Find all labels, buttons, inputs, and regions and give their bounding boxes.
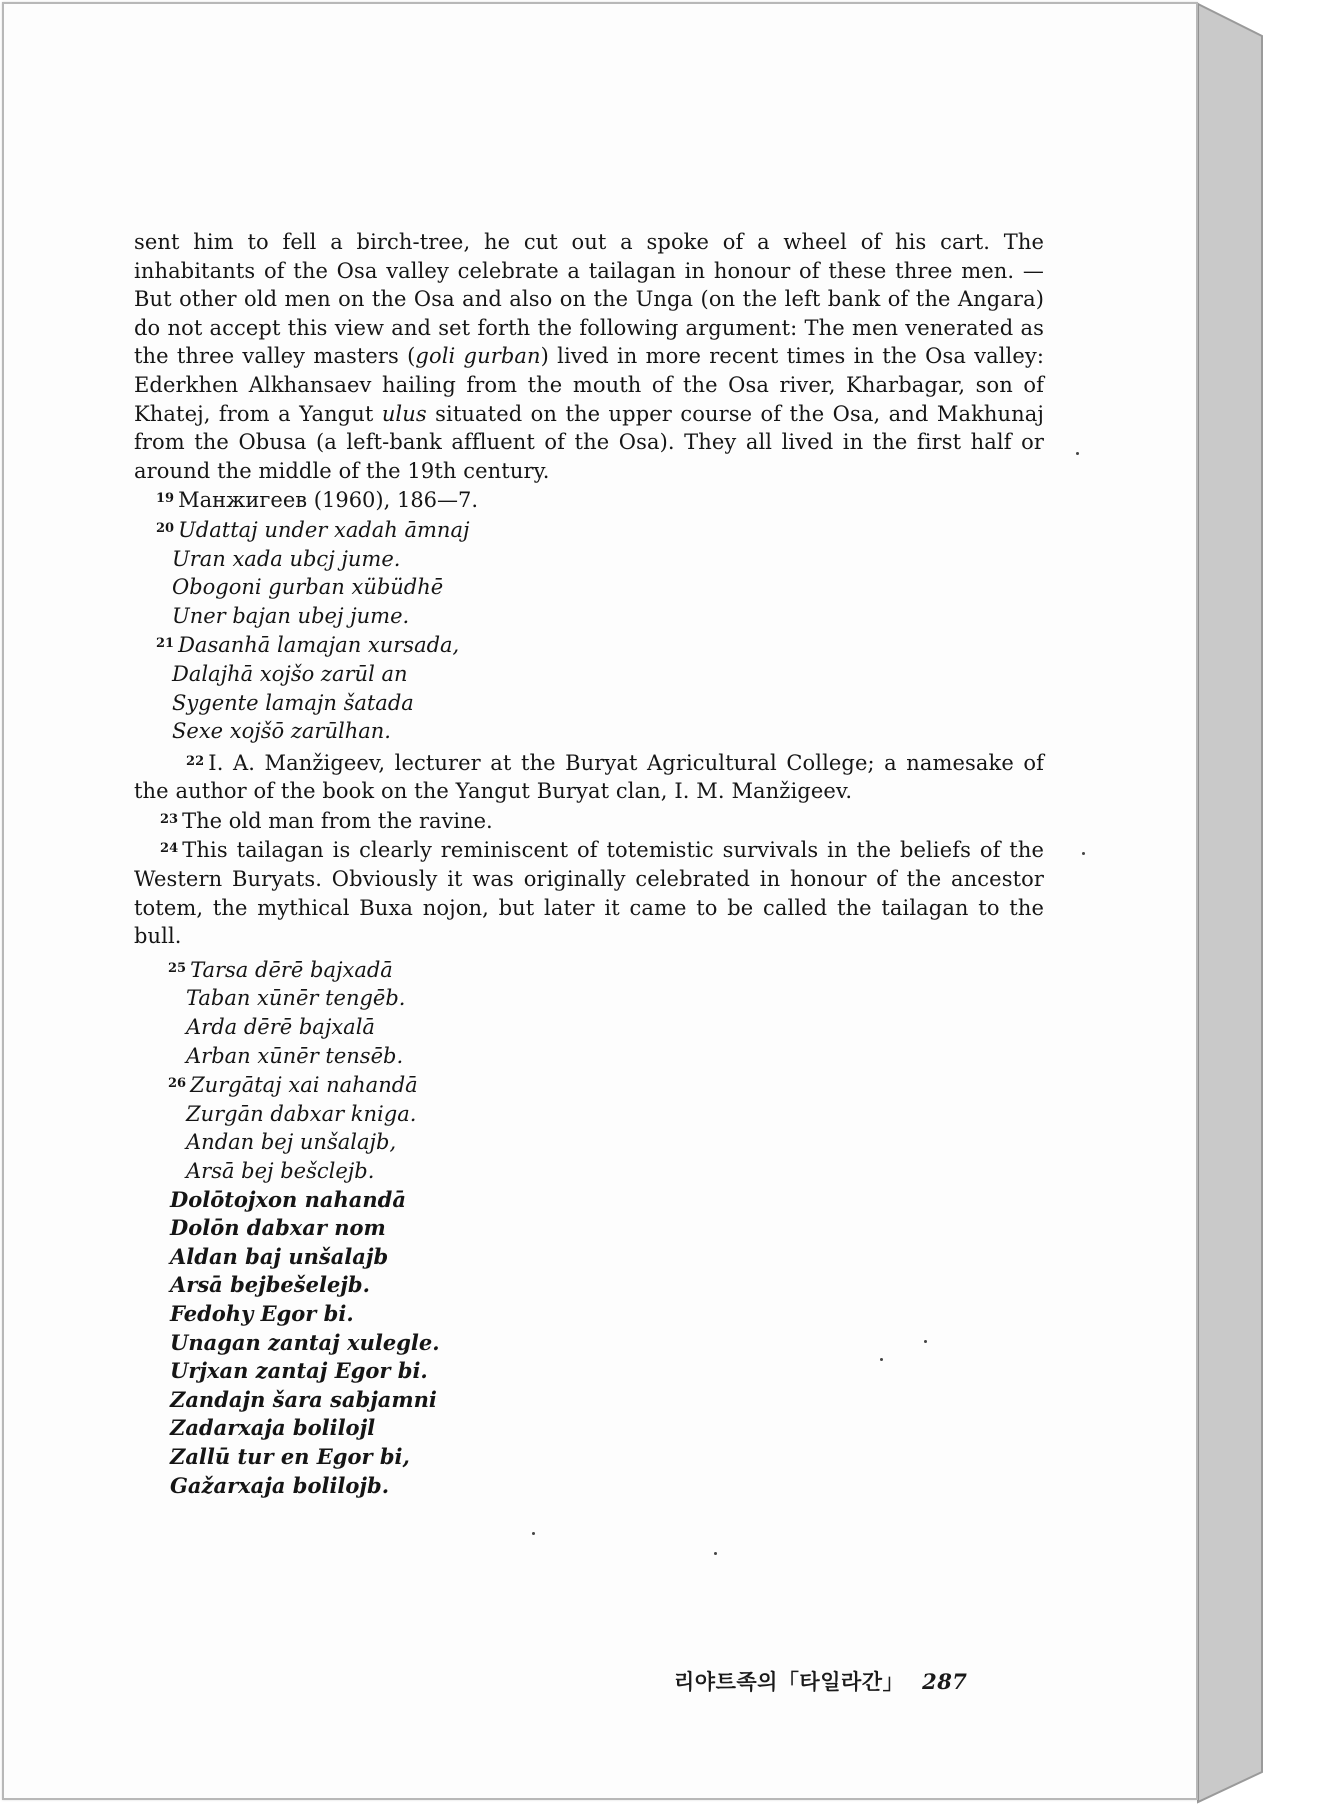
verse-line: Unagan zantaj xulegle. [170,1329,440,1355]
verse-line [134,515,1044,545]
scan-speck [714,1552,717,1555]
verse-line: Gažarxaja bolilojb. [170,1472,390,1498]
scan-speck [532,1532,535,1535]
paragraph-text-2: ) lived in more recent times in the Osa valley: Ederkhen Alkhansaev hailing from the mouth of the Osa river, Kharbagar, son of Khatej, from a Yangut [134,344,1045,426]
scan-speck [880,1358,883,1361]
book-edge-face [1198,4,1262,1802]
footnote-marker: 25 [168,960,187,976]
footnote-21 [134,630,1044,745]
footnote-24 [134,835,1044,950]
verse-text: Dasanhā lamajan xursada, [178,633,460,658]
scan-speck [924,1340,927,1343]
footnote-text: Манжигеев (1960), 186—7. [178,488,479,513]
verse-line: Dolōtojxon nahandā [170,1186,406,1212]
paragraph-italic-term-1: goli gurban [415,344,541,369]
footnote-25 [134,955,1044,1070]
main-paragraph [134,228,1044,485]
verse-line: Zurgān dabxar kniga. [186,1101,417,1126]
paragraph-italic-term-2: ulus [381,401,427,426]
verse-line: Fedohy Egor bi. [170,1300,354,1326]
page-number: 287 [922,1669,968,1694]
verse-line: Taban xūnēr tengēb. [186,986,406,1011]
footnote-text: The old man from the ravine. [182,808,493,833]
footnote-22 [134,748,1044,806]
footnote-marker: 23 [160,811,179,827]
page-footer [674,1666,967,1696]
verse-line: Dalajhā xojšo zarūl an [172,661,408,686]
footnote-marker: 26 [168,1076,187,1092]
footnote-marker: 24 [160,841,179,857]
verse-line: Aldan baj unšalajb [170,1243,389,1269]
footnote-26 [134,1070,1044,1500]
verse-line: Arban xūnēr tensēb. [186,1043,404,1068]
verse-line: Zallū tur en Egor bi, [170,1443,410,1469]
verse-line: Obogoni gurban xübüdhē [172,575,444,600]
verse-line [134,955,1044,985]
verse-line: Arda dērē bajxalā [186,1015,375,1040]
verse-line: Urjxan zantaj Egor bi. [170,1358,428,1384]
verse-text: Udattaj under xadah āmnaj [178,517,470,542]
verse-line [134,1070,1044,1100]
footnote-marker: 19 [156,491,175,507]
verse-line: Uner bajan ubej jume. [172,603,410,628]
scan-speck [1082,852,1085,855]
footnote-text: I. A. Manžigeev, lecturer at the Buryat Agricultural College; a namesake of the author of the book on the Yangut Buryat clan, I. M. Manžigeev. [134,750,1044,804]
scan-speck [1076,452,1079,455]
footnote-marker: 20 [156,520,175,536]
verse-line: Arsā bej bešclejb. [186,1159,375,1183]
verse-line: Sexe xojšō zarūlhan. [172,719,391,744]
verse-line [134,630,1044,660]
verse-line: Zadarxaja bolilojl [170,1415,376,1441]
running-head: 리야트족의「타일라간」 [674,1670,905,1694]
verse-line: Dolōn dabxar nom [170,1215,386,1241]
footnote-20 [134,515,1044,630]
verse-line: Zandajn šara sabjamni [170,1386,437,1412]
verse-line: Sygente lamajn šatada [172,690,414,715]
verse-line: Uran xada ubcj jume. [172,546,401,571]
paragraph-text-1: sent him to fell a birch-tree, he cut out a spoke of a wheel of his cart. The inhabitants of the Osa valley celebrate a tailagan in honour of these three men. — But other old men on the Osa and also on the Unga (on the left bank of the Angara) do not accept this view and set forth the following argument: The men venerated as the three valley masters ( [134,230,1044,369]
footnote-marker: 21 [156,636,175,652]
paragraph-text-3: situated on the upper course of the Osa, and Makhunaj from the Obusa (a left-bank affluent of the Osa). They all lived in the first half or around the middle of the 19th century. [134,401,1045,483]
footnote-23 [134,806,1044,836]
verse-text: Tarsa dērē bajxadā [190,957,393,982]
footnote-marker: 22 [186,753,205,769]
verse-line: Arsā bejbešelejb. [170,1272,370,1298]
footnote-text: This tailagan is clearly reminiscent of totemistic survivals in the beliefs of the Western Buryats. Obviously it was originally celebrated in honour of the ancestor totem, the mythical Buxa nojon, but later it came to be called the tailagan to the bull. [134,838,1044,949]
page-body [134,228,1044,1500]
verse-line: Andan bej unšalajb, [186,1130,397,1155]
footnote-19 [134,485,1044,515]
verse-text: Zurgātaj xai nahandā [190,1073,418,1098]
